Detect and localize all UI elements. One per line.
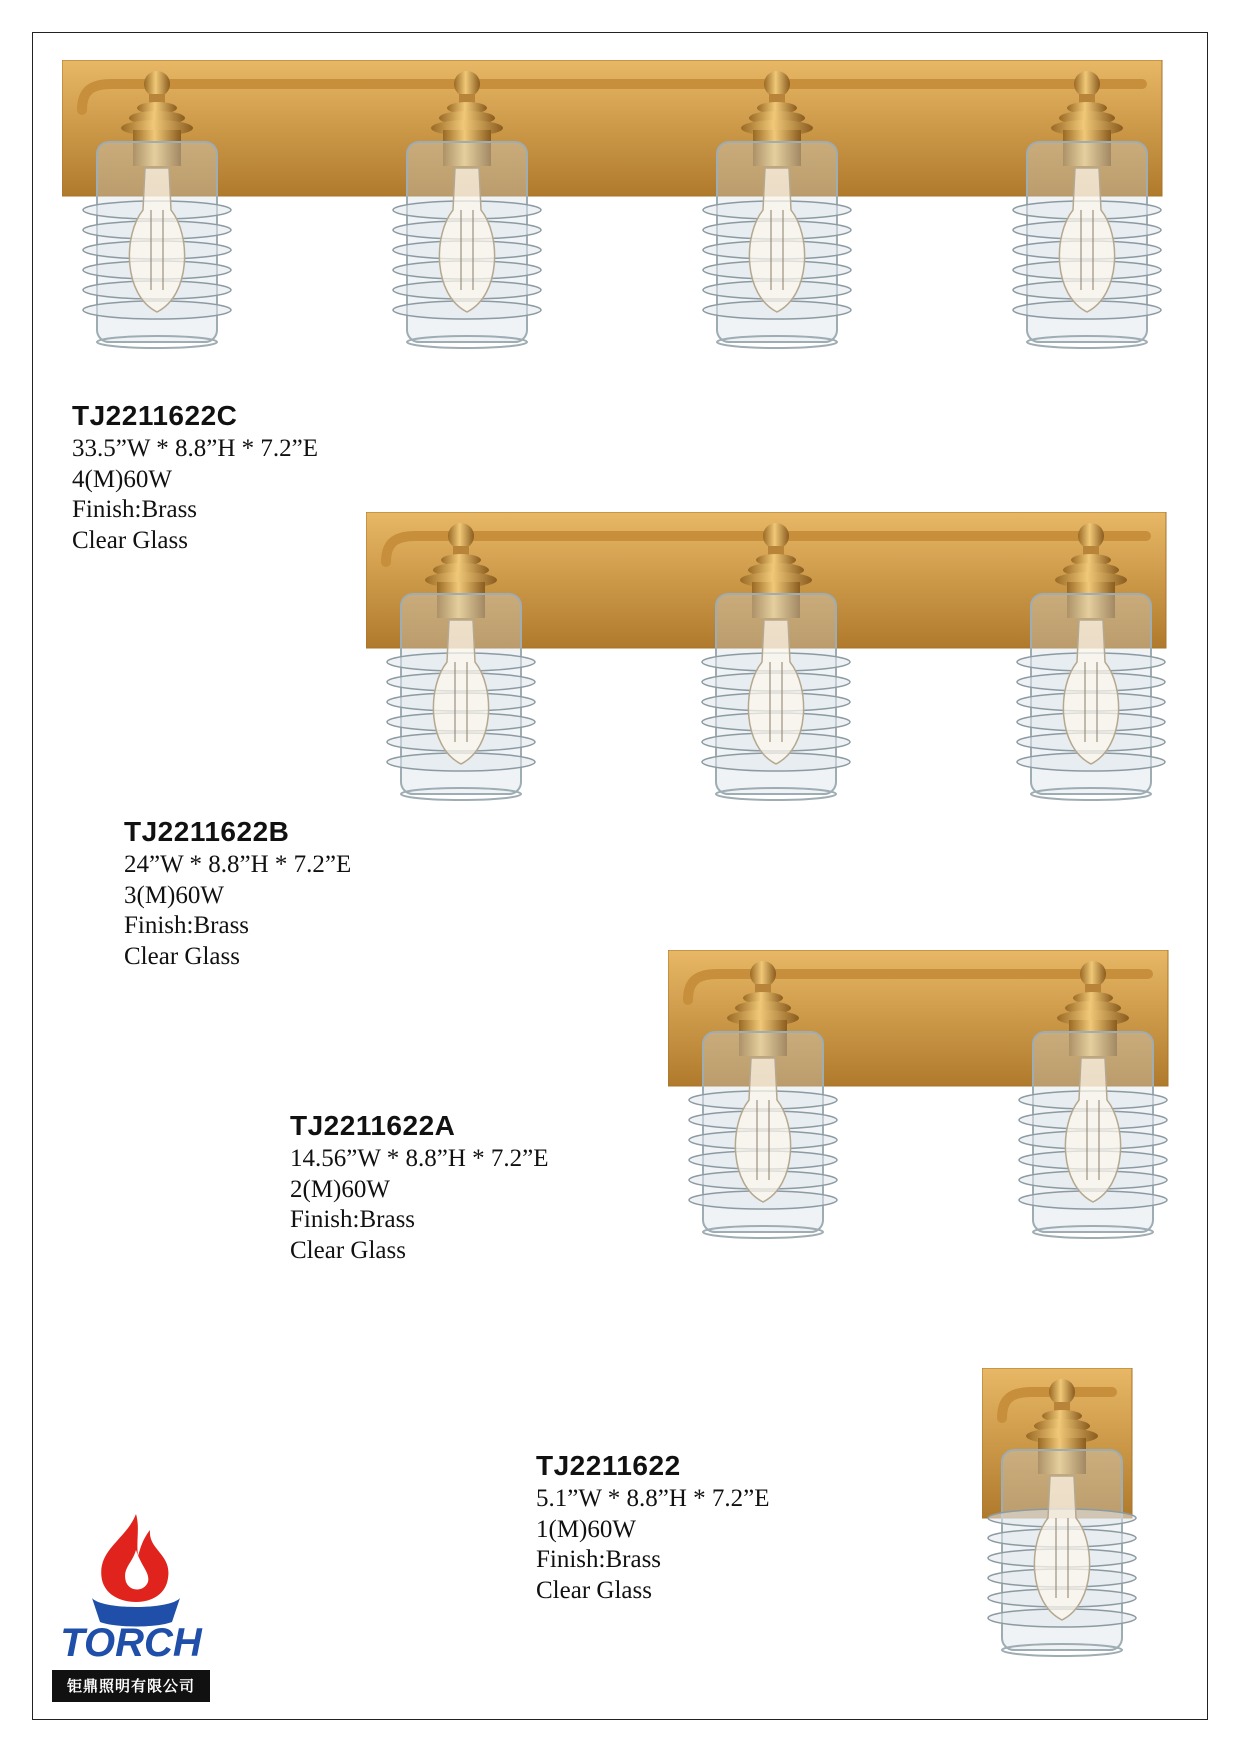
bulb-spec: 2(M)60W <box>290 1175 390 1203</box>
model-number: TJ2211622 <box>536 1450 681 1481</box>
spec-block-tj2211622c <box>72 400 318 556</box>
spec-block-tj2211622b <box>124 816 351 972</box>
bulb-spec: 1(M)60W <box>536 1515 636 1543</box>
company-name-cn: 钜鼎照明有限公司 <box>52 1670 210 1702</box>
glass-type: Clear Glass <box>124 942 240 970</box>
fixture-2-light-image <box>668 950 1188 1250</box>
dimensions: 24”W * 8.8”H * 7.2”E <box>124 851 352 878</box>
spec-block-tj2211622a <box>290 1110 549 1266</box>
glass-type: Clear Glass <box>290 1236 406 1264</box>
fixture-3-light-image <box>366 512 1186 812</box>
finish: Finish:Brass <box>124 912 250 939</box>
torch-flame-icon <box>56 1510 216 1630</box>
torch-brand-wordmark <box>56 1622 206 1662</box>
bulb-spec: 3(M)60W <box>124 881 224 909</box>
glass-type: Clear Glass <box>72 526 188 554</box>
model-number: TJ2211622A <box>290 1110 456 1141</box>
finish: Finish:Brass <box>72 496 198 523</box>
brand-name: TORCH <box>60 1622 202 1662</box>
fixture-4-light-image <box>62 60 1182 380</box>
dimensions: 33.5”W * 8.8”H * 7.2”E <box>72 435 319 462</box>
fixture-1-light-image <box>982 1368 1192 1668</box>
model-number: TJ2211622C <box>72 400 238 431</box>
model-number: TJ2211622B <box>124 816 290 847</box>
dimensions: 14.56”W * 8.8”H * 7.2”E <box>290 1145 549 1172</box>
finish: Finish:Brass <box>290 1206 416 1233</box>
finish: Finish:Brass <box>536 1546 662 1573</box>
dimensions: 5.1”W * 8.8”H * 7.2”E <box>536 1485 770 1512</box>
bulb-spec: 4(M)60W <box>72 465 172 493</box>
torch-logo <box>56 1510 216 1695</box>
glass-type: Clear Glass <box>536 1576 652 1604</box>
spec-block-tj2211622 <box>536 1450 770 1606</box>
